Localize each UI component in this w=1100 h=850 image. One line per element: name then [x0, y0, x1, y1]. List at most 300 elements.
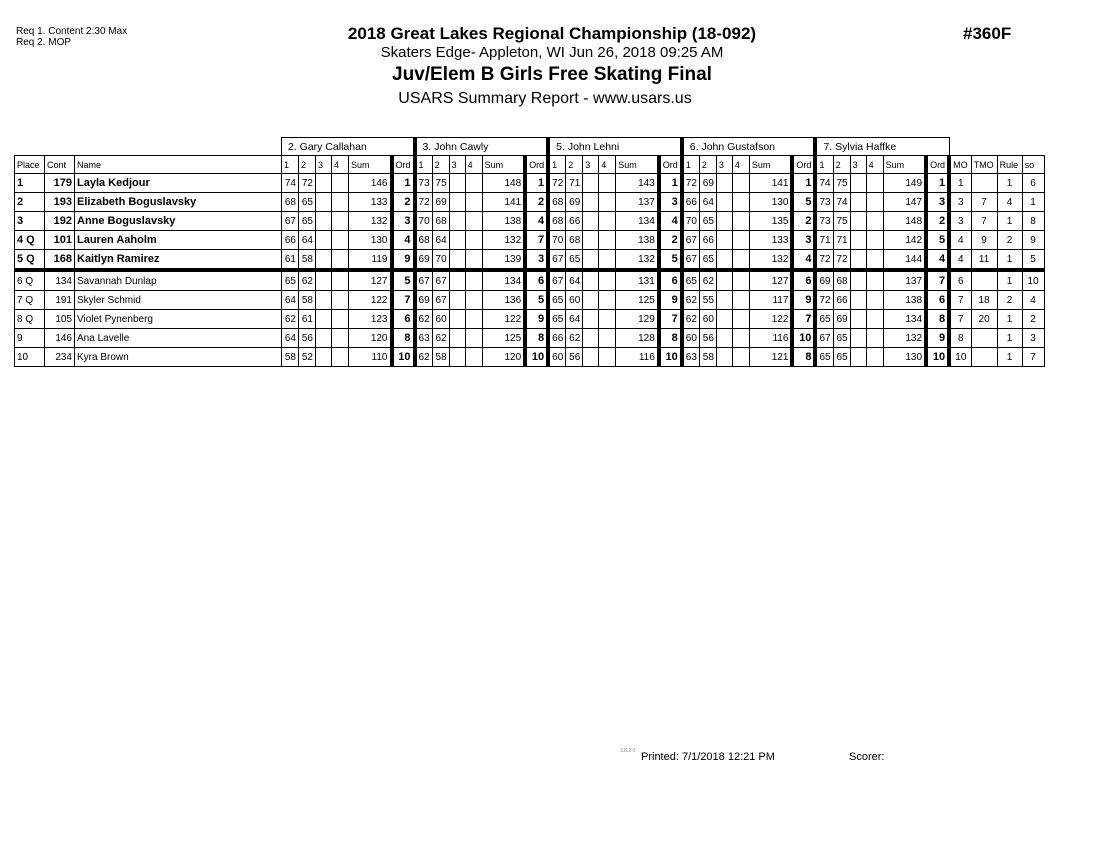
sum-cell: 129: [616, 310, 659, 329]
score-cell: [732, 193, 749, 212]
sum-cell: 143: [616, 174, 659, 193]
mo-cell: 3: [949, 212, 971, 231]
score-cell: [732, 174, 749, 193]
score-cell: 65: [282, 270, 299, 291]
requirement-1: Req 1. Content 2:30 Max: [16, 26, 128, 37]
rule-cell: 4: [997, 193, 1022, 212]
header-place: Place: [15, 156, 45, 174]
ordinal-cell: 1: [392, 174, 415, 193]
sum-cell: 141: [749, 174, 792, 193]
score-cell: [599, 231, 616, 250]
mo-cell: 1: [949, 174, 971, 193]
score-cell: [716, 348, 732, 367]
score-cell: 65: [699, 212, 716, 231]
sum-cell: 122: [749, 310, 792, 329]
score-cell: [316, 348, 332, 367]
score-cell: [449, 329, 465, 348]
score-cell: [465, 270, 482, 291]
score-cell: 69: [415, 250, 433, 271]
score-cell: [599, 212, 616, 231]
sum-cell: 139: [482, 250, 525, 271]
ordinal-cell: 1: [659, 174, 682, 193]
skater-name: Anne Boguslavsky: [75, 212, 282, 231]
header-4: 4: [866, 156, 883, 174]
table-row: [15, 231, 1045, 250]
ordinal-cell: 1: [525, 174, 548, 193]
tmo-cell: 18: [971, 291, 997, 310]
ordinal-cell: 2: [926, 212, 949, 231]
ordinal-cell: 3: [525, 250, 548, 271]
so-cell: 1: [1022, 193, 1044, 212]
score-cell: 68: [415, 231, 433, 250]
score-cell: 72: [833, 250, 850, 271]
score-cell: 66: [282, 231, 299, 250]
score-cell: 63: [682, 348, 700, 367]
score-cell: 72: [415, 193, 433, 212]
score-cell: 75: [833, 212, 850, 231]
ordinal-cell: 1: [792, 174, 815, 193]
score-cell: 72: [682, 174, 700, 193]
score-cell: [599, 310, 616, 329]
score-cell: [583, 174, 599, 193]
score-cell: 67: [815, 329, 833, 348]
score-cell: [599, 348, 616, 367]
ordinal-cell: 10: [659, 348, 682, 367]
ordinal-cell: 10: [525, 348, 548, 367]
skater-name: Elizabeth Boguslavsky: [75, 193, 282, 212]
score-cell: [732, 310, 749, 329]
score-cell: [449, 231, 465, 250]
ordinal-cell: 4: [792, 250, 815, 271]
sum-cell: 147: [883, 193, 926, 212]
score-cell: [583, 193, 599, 212]
score-cell: [449, 270, 465, 291]
score-cell: [316, 231, 332, 250]
score-cell: 72: [815, 291, 833, 310]
sum-cell: 122: [349, 291, 392, 310]
score-cell: [850, 212, 866, 231]
place-cell: 2: [15, 193, 45, 212]
sum-cell: 148: [883, 212, 926, 231]
header-sum: Sum: [749, 156, 792, 174]
sum-cell: 138: [883, 291, 926, 310]
ordinal-cell: 5: [792, 193, 815, 212]
score-cell: [449, 250, 465, 271]
score-cell: 66: [833, 291, 850, 310]
ordinal-cell: 6: [525, 270, 548, 291]
contestant-number: 234: [45, 348, 75, 367]
score-cell: 67: [682, 231, 700, 250]
score-cell: 69: [833, 310, 850, 329]
header-so: so: [1022, 156, 1044, 174]
place-cell: 4 Q: [15, 231, 45, 250]
results-table: [14, 137, 1045, 367]
score-cell: 74: [282, 174, 299, 193]
header-2: 2: [833, 156, 850, 174]
tmo-cell: 11: [971, 250, 997, 271]
header-3: 3: [716, 156, 732, 174]
place-cell: 9: [15, 329, 45, 348]
sum-cell: 133: [749, 231, 792, 250]
score-cell: 65: [548, 291, 566, 310]
score-cell: 60: [548, 348, 566, 367]
sum-cell: 137: [883, 270, 926, 291]
score-cell: [332, 270, 349, 291]
so-cell: 2: [1022, 310, 1044, 329]
so-cell: 6: [1022, 174, 1044, 193]
score-cell: 66: [548, 329, 566, 348]
score-cell: [332, 291, 349, 310]
score-cell: 69: [566, 193, 583, 212]
score-cell: [599, 291, 616, 310]
ordinal-cell: 4: [525, 212, 548, 231]
rule-cell: 2: [997, 291, 1022, 310]
score-cell: [866, 231, 883, 250]
score-cell: 64: [282, 329, 299, 348]
score-cell: 56: [699, 329, 716, 348]
score-cell: [716, 212, 732, 231]
ordinal-cell: 9: [926, 329, 949, 348]
score-cell: 71: [815, 231, 833, 250]
score-cell: [316, 310, 332, 329]
skater-name: Kaitlyn Ramirez: [75, 250, 282, 271]
place-cell: 1: [15, 174, 45, 193]
sum-cell: 127: [349, 270, 392, 291]
sum-cell: 136: [482, 291, 525, 310]
score-cell: [866, 310, 883, 329]
header-name: Name: [75, 156, 282, 174]
score-cell: [449, 174, 465, 193]
skater-name: Kyra Brown: [75, 348, 282, 367]
score-cell: 74: [815, 174, 833, 193]
ordinal-cell: 4: [392, 231, 415, 250]
score-cell: [449, 212, 465, 231]
score-cell: 65: [566, 250, 583, 271]
score-cell: [850, 291, 866, 310]
skater-name: Lauren Aaholm: [75, 231, 282, 250]
place-cell: 7 Q: [15, 291, 45, 310]
score-cell: 62: [415, 348, 433, 367]
ordinal-cell: 9: [659, 291, 682, 310]
header-2: 2: [432, 156, 449, 174]
mo-cell: 6: [949, 270, 971, 291]
score-cell: [465, 174, 482, 193]
score-cell: [732, 348, 749, 367]
ordinal-cell: 6: [926, 291, 949, 310]
score-cell: 62: [566, 329, 583, 348]
score-cell: [866, 174, 883, 193]
ordinal-cell: 7: [792, 310, 815, 329]
score-cell: [732, 231, 749, 250]
tmo-cell: [971, 270, 997, 291]
header-mo: MO: [949, 156, 971, 174]
score-cell: [316, 174, 332, 193]
rule-cell: 1: [997, 174, 1022, 193]
report-title: USARS Summary Report - www.usars.us: [398, 90, 692, 107]
score-cell: [449, 193, 465, 212]
judge-name: 2. Gary Callahan: [282, 138, 415, 156]
score-cell: 65: [833, 329, 850, 348]
sum-cell: 122: [482, 310, 525, 329]
contestant-number: 134: [45, 270, 75, 291]
table-row: [15, 250, 1045, 271]
score-cell: [583, 291, 599, 310]
scorer-label: Scorer:: [849, 751, 885, 763]
judge-name: 3. John Cawly: [415, 138, 549, 156]
mo-cell: 8: [949, 329, 971, 348]
ordinal-cell: 7: [926, 270, 949, 291]
score-cell: 66: [682, 193, 700, 212]
score-cell: [716, 291, 732, 310]
ordinal-cell: 7: [392, 291, 415, 310]
score-cell: [850, 310, 866, 329]
score-cell: 67: [282, 212, 299, 231]
table-row: [15, 193, 1045, 212]
score-cell: [850, 193, 866, 212]
score-cell: 62: [299, 270, 316, 291]
score-cell: [599, 329, 616, 348]
sum-cell: 110: [349, 348, 392, 367]
rule-cell: 1: [997, 270, 1022, 291]
header-4: 4: [465, 156, 482, 174]
score-cell: 70: [432, 250, 449, 271]
score-cell: 55: [699, 291, 716, 310]
sum-cell: 146: [349, 174, 392, 193]
score-cell: 64: [699, 193, 716, 212]
score-cell: 64: [299, 231, 316, 250]
so-cell: 8: [1022, 212, 1044, 231]
score-cell: [716, 270, 732, 291]
ordinal-cell: 5: [926, 231, 949, 250]
ordinal-cell: 8: [659, 329, 682, 348]
header-2: 2: [299, 156, 316, 174]
so-cell: 9: [1022, 231, 1044, 250]
ordinal-cell: 2: [525, 193, 548, 212]
score-cell: [716, 174, 732, 193]
sum-cell: 135: [749, 212, 792, 231]
header-sum: Sum: [482, 156, 525, 174]
event-number: #360F: [963, 24, 1012, 43]
sum-cell: 131: [616, 270, 659, 291]
score-cell: [850, 348, 866, 367]
score-cell: [716, 193, 732, 212]
score-cell: [866, 250, 883, 271]
header-ord: Ord: [926, 156, 949, 174]
sum-cell: 116: [749, 329, 792, 348]
tmo-cell: [971, 329, 997, 348]
header-1: 1: [282, 156, 299, 174]
blank-cell: [15, 138, 282, 156]
so-cell: 5: [1022, 250, 1044, 271]
score-cell: [583, 212, 599, 231]
blank-cell: [949, 138, 1044, 156]
score-cell: [465, 310, 482, 329]
header-rule: Rule: [997, 156, 1022, 174]
mo-cell: 4: [949, 250, 971, 271]
header-1: 1: [415, 156, 433, 174]
rule-cell: 1: [997, 348, 1022, 367]
score-cell: 64: [282, 291, 299, 310]
score-cell: 62: [682, 310, 700, 329]
score-cell: 70: [415, 212, 433, 231]
score-cell: 71: [833, 231, 850, 250]
score-cell: 68: [548, 212, 566, 231]
table-row: [15, 348, 1045, 367]
score-cell: 74: [833, 193, 850, 212]
sum-cell: 120: [349, 329, 392, 348]
score-cell: [583, 329, 599, 348]
score-cell: 65: [682, 270, 700, 291]
sum-cell: 123: [349, 310, 392, 329]
ordinal-cell: 7: [525, 231, 548, 250]
score-cell: [866, 291, 883, 310]
score-cell: [316, 193, 332, 212]
header-tmo: TMO: [971, 156, 997, 174]
ordinal-cell: 2: [792, 212, 815, 231]
table-row: [15, 291, 1045, 310]
score-cell: [866, 270, 883, 291]
header-ord: Ord: [525, 156, 548, 174]
sum-cell: 133: [349, 193, 392, 212]
sum-cell: 144: [883, 250, 926, 271]
score-cell: [866, 329, 883, 348]
sum-cell: 132: [749, 250, 792, 271]
score-cell: 66: [566, 212, 583, 231]
place-cell: 10: [15, 348, 45, 367]
score-cell: 72: [548, 174, 566, 193]
skater-name: Skyler Schmid: [75, 291, 282, 310]
place-cell: 5 Q: [15, 250, 45, 271]
score-cell: [850, 270, 866, 291]
table-row: [15, 310, 1045, 329]
printed-date: Printed: 7/1/2018 12:21 PM: [641, 751, 775, 763]
header-4: 4: [332, 156, 349, 174]
score-cell: 62: [682, 291, 700, 310]
skater-name: Savannah Dunlap: [75, 270, 282, 291]
score-cell: 65: [299, 212, 316, 231]
score-cell: [599, 174, 616, 193]
header-2: 2: [566, 156, 583, 174]
place-cell: 3: [15, 212, 45, 231]
ordinal-cell: 8: [926, 310, 949, 329]
ordinal-cell: 3: [926, 193, 949, 212]
score-cell: [599, 270, 616, 291]
score-cell: 65: [299, 193, 316, 212]
score-cell: [716, 310, 732, 329]
score-cell: [866, 348, 883, 367]
score-cell: 71: [566, 174, 583, 193]
contestant-number: 146: [45, 329, 75, 348]
rule-cell: 1: [997, 250, 1022, 271]
header-sum: Sum: [883, 156, 926, 174]
ordinal-cell: 9: [392, 250, 415, 271]
ordinal-cell: 3: [392, 212, 415, 231]
mo-cell: 10: [949, 348, 971, 367]
requirement-2: Req 2. MOP: [16, 37, 72, 48]
score-cell: [449, 348, 465, 367]
sum-cell: 121: [749, 348, 792, 367]
score-cell: 60: [682, 329, 700, 348]
score-cell: 68: [833, 270, 850, 291]
ordinal-cell: 4: [926, 250, 949, 271]
event-title: Juv/Elem B Girls Free Skating Final: [392, 64, 712, 85]
score-cell: 69: [815, 270, 833, 291]
header-sum: Sum: [616, 156, 659, 174]
ordinal-cell: 6: [392, 310, 415, 329]
ordinal-cell: 3: [659, 193, 682, 212]
skater-name: Ana Lavelle: [75, 329, 282, 348]
sum-cell: 148: [482, 174, 525, 193]
sum-cell: 149: [883, 174, 926, 193]
score-cell: 60: [566, 291, 583, 310]
sum-cell: 134: [883, 310, 926, 329]
sum-cell: 120: [482, 348, 525, 367]
score-cell: 68: [566, 231, 583, 250]
score-cell: 61: [299, 310, 316, 329]
score-cell: [583, 250, 599, 271]
score-cell: [332, 310, 349, 329]
tmo-cell: 9: [971, 231, 997, 250]
score-cell: [465, 193, 482, 212]
tmo-cell: [971, 348, 997, 367]
ordinal-cell: 9: [792, 291, 815, 310]
sum-cell: 127: [749, 270, 792, 291]
header-ord: Ord: [792, 156, 815, 174]
header-cont: Cont: [45, 156, 75, 174]
score-cell: [583, 310, 599, 329]
ordinal-cell: 1: [926, 174, 949, 193]
score-cell: [465, 291, 482, 310]
sum-cell: 116: [616, 348, 659, 367]
score-cell: [316, 212, 332, 231]
venue-date: Skaters Edge- Appleton, WI Jun 26, 2018 09:25 AM: [380, 44, 724, 61]
rule-cell: 1: [997, 310, 1022, 329]
header-4: 4: [732, 156, 749, 174]
tmo-cell: 7: [971, 212, 997, 231]
score-cell: [583, 231, 599, 250]
score-cell: 65: [815, 348, 833, 367]
score-cell: 67: [548, 270, 566, 291]
score-cell: 64: [432, 231, 449, 250]
score-cell: [732, 270, 749, 291]
score-cell: 65: [699, 250, 716, 271]
sum-cell: 134: [482, 270, 525, 291]
score-cell: 68: [432, 212, 449, 231]
score-cell: [583, 348, 599, 367]
score-cell: [866, 212, 883, 231]
score-cell: 66: [699, 231, 716, 250]
mo-cell: 7: [949, 291, 971, 310]
score-cell: [732, 291, 749, 310]
rule-cell: 2: [997, 231, 1022, 250]
table-row: [15, 212, 1045, 231]
score-cell: [332, 250, 349, 271]
so-cell: 4: [1022, 291, 1044, 310]
score-cell: 67: [432, 291, 449, 310]
sum-cell: 130: [883, 348, 926, 367]
score-cell: 65: [548, 310, 566, 329]
score-cell: [465, 231, 482, 250]
score-cell: [316, 250, 332, 271]
score-cell: 68: [282, 193, 299, 212]
score-cell: 72: [815, 250, 833, 271]
sum-cell: 119: [349, 250, 392, 271]
score-cell: 65: [833, 348, 850, 367]
score-cell: [732, 250, 749, 271]
ordinal-cell: 5: [392, 270, 415, 291]
contestant-number: 101: [45, 231, 75, 250]
ordinal-cell: 2: [659, 231, 682, 250]
